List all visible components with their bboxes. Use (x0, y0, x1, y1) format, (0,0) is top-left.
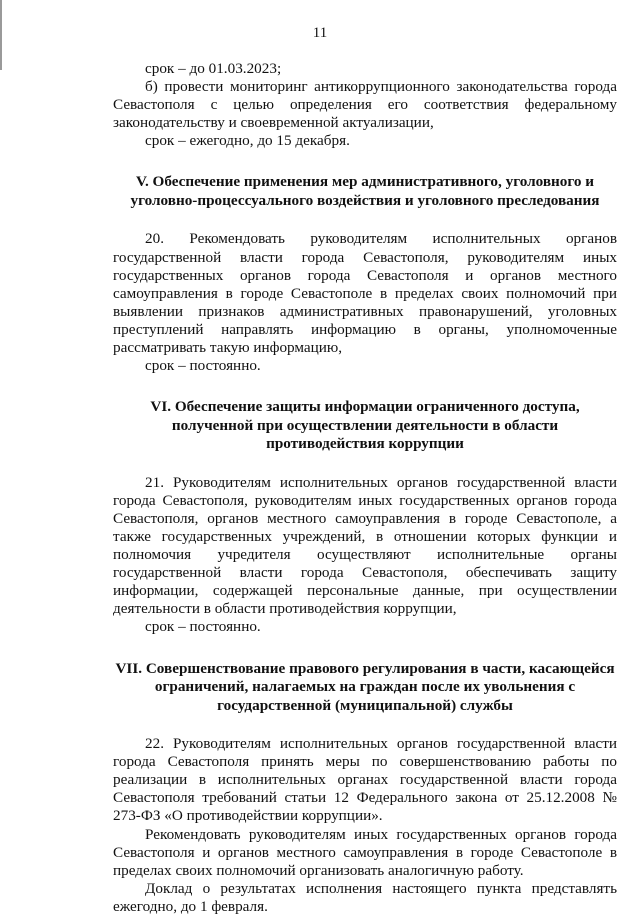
page-number: 11 (312, 25, 328, 41)
deadline-paragraph: срок – до 01.03.2023; (145, 60, 282, 77)
item-22-paragraph: 22. Руководителям исполнительных органов государственной власти города Севастополя принять меры по совершенствованию работы по реализации в исполнительных органах государственной власти города Севастополя требований статьи 12 Федерального закона от 25.12.2008 № 273-ФЗ «О противодействии коррупции». (113, 735, 617, 825)
deadline-paragraph: срок – ежегодно, до 15 декабря. (145, 132, 350, 150)
section-vi-heading: VI. Обеспечение защиты информации ограниченного доступа, полученной при осуществлении деятельности в области противодействия коррупции (150, 398, 580, 453)
section-v-heading: V. Обеспечение применения мер административного, уголовного и уголовно-процессуального воздействия и уголовного преследования (130, 173, 600, 209)
deadline-paragraph: срок – постоянно. (145, 618, 261, 636)
item-b-paragraph: б) провести мониторинг антикоррупционного законодательства города Севастополя с целью определения его соответствия федеральному законодательству и своевременной актуализации, (113, 78, 617, 132)
section-vii-heading: VII. Совершенствование правового регулирования в части, касающейся ограничений, налагаемых на граждан после их увольнения с государственной (муниципальной) службы (115, 659, 615, 714)
item-20-paragraph: 20. Рекомендовать руководителям исполнительных органов государственной власти города Севастополя, руководителям иных государственных органов города Севастополя и органов местного самоуправления в городе Севастополе в пределах своих полномочий при выявлении признаков административных правонарушений, уголовных преступлений направлять информацию в органы, уполномоченные рассматривать такую информацию, (113, 230, 617, 357)
item-21-paragraph: 21. Руководителям исполнительных органов государственной власти города Севастополя, руководителям иных государственных органов города Севастополя, органов местного самоуправления в городе Севастополе, а также государственных учреждений, в отношении которых функции и полномочия учредителя осуществляют исполнительные органы государственной власти города Севастополя, обеспечивать защиту информации, содержащей персональные данные, при осуществлении деятельности в области противодействия коррупции, (113, 473, 617, 618)
deadline-paragraph: срок – постоянно. (145, 357, 261, 375)
report-paragraph: Доклад о результатах исполнения настоящего пункта представлять ежегодно, до 1 февраля. (113, 879, 617, 915)
recommendation-paragraph: Рекомендовать руководителям иных государственных органов города Севастополя и органов местного самоуправления в городе Севастополе в пределах своих полномочий организовать аналогичную работу. (113, 825, 617, 879)
document-body (113, 60, 617, 916)
